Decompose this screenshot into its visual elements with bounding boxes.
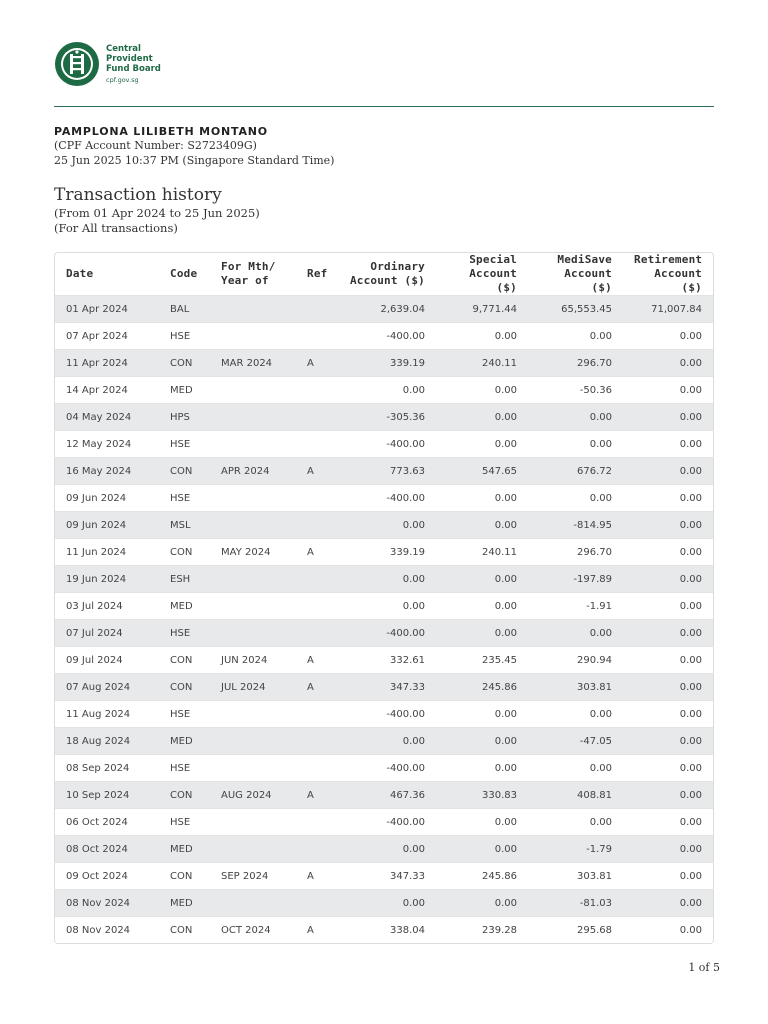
cell-retirement-account: 0.00 <box>623 431 713 458</box>
cell-medisave-account: 290.94 <box>528 647 623 674</box>
cell-for-month-year <box>210 755 296 782</box>
column-header-ordinary-account <box>334 253 436 296</box>
cell-for-month-year <box>210 485 296 512</box>
cell-special-account: 547.65 <box>436 458 528 485</box>
cell-for-month-year <box>210 593 296 620</box>
cell-code: MED <box>159 836 210 863</box>
cell-special-account: 0.00 <box>436 755 528 782</box>
column-header-line: For Mth/ <box>221 260 276 273</box>
cell-special-account: 0.00 <box>436 512 528 539</box>
cell-retirement-account: 0.00 <box>623 701 713 728</box>
cell-medisave-account: 676.72 <box>528 458 623 485</box>
cell-date: 08 Oct 2024 <box>55 836 159 863</box>
cell-ref <box>296 485 334 512</box>
cell-code: MED <box>159 728 210 755</box>
cell-medisave-account: -814.95 <box>528 512 623 539</box>
column-header-date <box>55 253 159 296</box>
cell-ref: A <box>296 863 334 890</box>
cell-ordinary-account: -400.00 <box>334 323 436 350</box>
table-row <box>55 674 713 701</box>
cell-special-account: 0.00 <box>436 890 528 917</box>
cell-ref <box>296 836 334 863</box>
cell-retirement-account: 0.00 <box>623 917 713 944</box>
cell-medisave-account: 0.00 <box>528 431 623 458</box>
cell-code: CON <box>159 458 210 485</box>
cell-special-account: 240.11 <box>436 539 528 566</box>
cell-for-month-year: OCT 2024 <box>210 917 296 944</box>
table-row <box>55 431 713 458</box>
column-header-retirement-account <box>623 253 713 296</box>
cell-special-account: 0.00 <box>436 485 528 512</box>
cell-for-month-year <box>210 728 296 755</box>
cell-ref <box>296 377 334 404</box>
cell-medisave-account: 0.00 <box>528 323 623 350</box>
cell-medisave-account: 0.00 <box>528 755 623 782</box>
cpf-logo <box>54 41 161 87</box>
cell-retirement-account: 0.00 <box>623 890 713 917</box>
cell-for-month-year <box>210 701 296 728</box>
cell-medisave-account: -1.79 <box>528 836 623 863</box>
table-header-row <box>55 253 713 296</box>
table-row <box>55 323 713 350</box>
cell-retirement-account: 71,007.84 <box>623 296 713 323</box>
cell-date: 09 Jun 2024 <box>55 485 159 512</box>
column-header-line: Date <box>66 267 94 280</box>
cell-retirement-account: 0.00 <box>623 458 713 485</box>
cell-special-account: 0.00 <box>436 377 528 404</box>
cell-ordinary-account: 339.19 <box>334 350 436 377</box>
cell-code: HSE <box>159 809 210 836</box>
cell-retirement-account: 0.00 <box>623 863 713 890</box>
cell-special-account: 245.86 <box>436 863 528 890</box>
cell-special-account: 9,771.44 <box>436 296 528 323</box>
cell-ref: A <box>296 917 334 944</box>
cell-date: 19 Jun 2024 <box>55 566 159 593</box>
logo-line-2: Provident <box>106 53 153 64</box>
cell-special-account: 0.00 <box>436 620 528 647</box>
cell-retirement-account: 0.00 <box>623 566 713 593</box>
account-holder-block <box>54 125 334 168</box>
table-row <box>55 728 713 755</box>
cell-retirement-account: 0.00 <box>623 593 713 620</box>
table-row <box>55 917 713 944</box>
cell-code: MED <box>159 593 210 620</box>
cell-special-account: 0.00 <box>436 593 528 620</box>
cell-ordinary-account: 0.00 <box>334 377 436 404</box>
cell-date: 06 Oct 2024 <box>55 809 159 836</box>
cell-medisave-account: -50.36 <box>528 377 623 404</box>
cell-code: HSE <box>159 485 210 512</box>
cell-medisave-account: 0.00 <box>528 485 623 512</box>
cell-medisave-account: 65,553.45 <box>528 296 623 323</box>
cell-date: 12 May 2024 <box>55 431 159 458</box>
cell-medisave-account: -47.05 <box>528 728 623 755</box>
cell-code: HSE <box>159 701 210 728</box>
cell-ref <box>296 431 334 458</box>
cell-retirement-account: 0.00 <box>623 728 713 755</box>
cell-code: BAL <box>159 296 210 323</box>
cell-retirement-account: 0.00 <box>623 350 713 377</box>
cell-retirement-account: 0.00 <box>623 539 713 566</box>
cell-ordinary-account: 347.33 <box>334 863 436 890</box>
page-title: Transaction history <box>54 185 222 205</box>
cell-date: 09 Oct 2024 <box>55 863 159 890</box>
cell-date: 11 Jun 2024 <box>55 539 159 566</box>
table-row <box>55 647 713 674</box>
cell-for-month-year <box>210 296 296 323</box>
cell-medisave-account: -81.03 <box>528 890 623 917</box>
cell-ordinary-account: 0.00 <box>334 593 436 620</box>
cell-ordinary-account: 0.00 <box>334 728 436 755</box>
cell-code: ESH <box>159 566 210 593</box>
cell-for-month-year <box>210 404 296 431</box>
cell-special-account: 245.86 <box>436 674 528 701</box>
cell-ref <box>296 404 334 431</box>
cell-special-account: 239.28 <box>436 917 528 944</box>
table-row <box>55 512 713 539</box>
page-number: 1 of 5 <box>688 961 720 974</box>
cell-code: MED <box>159 377 210 404</box>
cell-for-month-year <box>210 809 296 836</box>
cell-medisave-account: 0.00 <box>528 620 623 647</box>
table-row <box>55 863 713 890</box>
cell-date: 09 Jul 2024 <box>55 647 159 674</box>
cell-ordinary-account: 0.00 <box>334 512 436 539</box>
cell-retirement-account: 0.00 <box>623 377 713 404</box>
cell-date: 10 Sep 2024 <box>55 782 159 809</box>
cell-code: CON <box>159 674 210 701</box>
cell-special-account: 0.00 <box>436 836 528 863</box>
cell-special-account: 235.45 <box>436 647 528 674</box>
cell-medisave-account: -1.91 <box>528 593 623 620</box>
cell-for-month-year <box>210 890 296 917</box>
cell-ordinary-account: 338.04 <box>334 917 436 944</box>
cell-special-account: 0.00 <box>436 809 528 836</box>
column-header-for-month-year <box>210 253 296 296</box>
column-header-line: Retirement <box>634 253 703 266</box>
cell-code: MSL <box>159 512 210 539</box>
cell-special-account: 0.00 <box>436 323 528 350</box>
cell-ref <box>296 755 334 782</box>
column-header-line: Account ($) <box>349 274 425 287</box>
holder-name: PAMPLONA LILIBETH MONTANO <box>54 125 268 138</box>
cell-ref <box>296 296 334 323</box>
cell-medisave-account: 303.81 <box>528 674 623 701</box>
cell-ref <box>296 593 334 620</box>
cell-medisave-account: 0.00 <box>528 809 623 836</box>
cell-ordinary-account: -400.00 <box>334 485 436 512</box>
cpf-seal-icon <box>54 41 100 87</box>
cell-special-account: 0.00 <box>436 566 528 593</box>
cell-for-month-year: AUG 2024 <box>210 782 296 809</box>
cell-date: 09 Jun 2024 <box>55 512 159 539</box>
cell-for-month-year: MAY 2024 <box>210 539 296 566</box>
transaction-filter: (For All transactions) <box>54 221 178 235</box>
cell-date: 03 Jul 2024 <box>55 593 159 620</box>
cell-for-month-year <box>210 377 296 404</box>
cell-date: 08 Sep 2024 <box>55 755 159 782</box>
column-header-code <box>159 253 210 296</box>
logo-url: cpf.gov.sg <box>106 75 139 84</box>
cell-retirement-account: 0.00 <box>623 323 713 350</box>
table-row <box>55 539 713 566</box>
cell-ordinary-account: 339.19 <box>334 539 436 566</box>
cell-code: HSE <box>159 755 210 782</box>
table-row <box>55 593 713 620</box>
cell-for-month-year <box>210 620 296 647</box>
generated-timestamp: 25 Jun 2025 10:37 PM (Singapore Standard Time) <box>54 153 335 167</box>
cell-for-month-year: APR 2024 <box>210 458 296 485</box>
cell-date: 18 Aug 2024 <box>55 728 159 755</box>
cell-retirement-account: 0.00 <box>623 836 713 863</box>
cell-date: 11 Apr 2024 <box>55 350 159 377</box>
column-header-line: Year of <box>221 274 269 287</box>
cell-date: 07 Aug 2024 <box>55 674 159 701</box>
cell-ordinary-account: -400.00 <box>334 755 436 782</box>
transaction-table <box>55 253 713 943</box>
cell-date: 14 Apr 2024 <box>55 377 159 404</box>
cell-ref: A <box>296 647 334 674</box>
table-row <box>55 350 713 377</box>
cell-code: HSE <box>159 431 210 458</box>
table-row <box>55 296 713 323</box>
cell-ordinary-account: 773.63 <box>334 458 436 485</box>
logo-line-1: Central <box>106 43 141 54</box>
cell-ordinary-account: -400.00 <box>334 809 436 836</box>
header-divider <box>54 106 714 107</box>
column-header-line: Special <box>469 253 517 266</box>
cell-date: 08 Nov 2024 <box>55 890 159 917</box>
cell-for-month-year <box>210 512 296 539</box>
cell-for-month-year <box>210 431 296 458</box>
cell-medisave-account: -197.89 <box>528 566 623 593</box>
cell-code: CON <box>159 782 210 809</box>
date-range: (From 01 Apr 2024 to 25 Jun 2025) <box>54 206 260 220</box>
cell-ref <box>296 728 334 755</box>
cell-medisave-account: 295.68 <box>528 917 623 944</box>
cell-date: 07 Apr 2024 <box>55 323 159 350</box>
cell-code: CON <box>159 539 210 566</box>
cell-special-account: 330.83 <box>436 782 528 809</box>
cell-ordinary-account: 0.00 <box>334 836 436 863</box>
cell-for-month-year <box>210 566 296 593</box>
cell-ref <box>296 620 334 647</box>
cell-ref: A <box>296 539 334 566</box>
cell-for-month-year: SEP 2024 <box>210 863 296 890</box>
table-row <box>55 782 713 809</box>
cell-code: CON <box>159 350 210 377</box>
cell-ordinary-account: -400.00 <box>334 431 436 458</box>
account-number: (CPF Account Number: S2723409G) <box>54 139 257 152</box>
cell-date: 01 Apr 2024 <box>55 296 159 323</box>
cell-medisave-account: 0.00 <box>528 404 623 431</box>
cell-code: HPS <box>159 404 210 431</box>
cell-date: 07 Jul 2024 <box>55 620 159 647</box>
cell-ordinary-account: 332.61 <box>334 647 436 674</box>
cell-retirement-account: 0.00 <box>623 620 713 647</box>
cell-ordinary-account: -305.36 <box>334 404 436 431</box>
cell-for-month-year <box>210 323 296 350</box>
table-row <box>55 620 713 647</box>
cell-date: 04 May 2024 <box>55 404 159 431</box>
cell-special-account: 0.00 <box>436 701 528 728</box>
column-header-special-account <box>436 253 528 296</box>
cell-ordinary-account: 2,639.04 <box>334 296 436 323</box>
column-header-line: MediSave <box>557 253 612 266</box>
cell-date: 11 Aug 2024 <box>55 701 159 728</box>
table-row <box>55 890 713 917</box>
cell-code: CON <box>159 647 210 674</box>
column-header-line: Code <box>170 267 198 280</box>
cell-medisave-account: 408.81 <box>528 782 623 809</box>
cell-for-month-year: JUN 2024 <box>210 647 296 674</box>
column-header-ref <box>296 253 334 296</box>
cell-code: HSE <box>159 323 210 350</box>
table-row <box>55 404 713 431</box>
cell-medisave-account: 296.70 <box>528 350 623 377</box>
column-header-line: Account ($) <box>564 267 612 294</box>
cell-code: CON <box>159 863 210 890</box>
cell-special-account: 240.11 <box>436 350 528 377</box>
cell-ref <box>296 323 334 350</box>
cell-retirement-account: 0.00 <box>623 512 713 539</box>
cell-retirement-account: 0.00 <box>623 674 713 701</box>
cell-code: CON <box>159 917 210 944</box>
table-row <box>55 566 713 593</box>
transaction-table-container <box>54 252 714 944</box>
cell-ordinary-account: -400.00 <box>334 701 436 728</box>
column-header-line: Account ($) <box>469 267 517 294</box>
cell-retirement-account: 0.00 <box>623 755 713 782</box>
table-row <box>55 458 713 485</box>
cell-retirement-account: 0.00 <box>623 647 713 674</box>
cell-special-account: 0.00 <box>436 404 528 431</box>
cell-code: HSE <box>159 620 210 647</box>
column-header-line: Account ($) <box>654 267 702 294</box>
table-row <box>55 485 713 512</box>
cell-ref <box>296 566 334 593</box>
cell-retirement-account: 0.00 <box>623 485 713 512</box>
cell-ref: A <box>296 458 334 485</box>
column-header-medisave-account <box>528 253 623 296</box>
cell-ref <box>296 512 334 539</box>
table-row <box>55 701 713 728</box>
cell-for-month-year: MAR 2024 <box>210 350 296 377</box>
cell-ref: A <box>296 782 334 809</box>
cell-ref: A <box>296 350 334 377</box>
cell-ordinary-account: -400.00 <box>334 620 436 647</box>
cell-ordinary-account: 467.36 <box>334 782 436 809</box>
cell-retirement-account: 0.00 <box>623 809 713 836</box>
cell-for-month-year: JUL 2024 <box>210 674 296 701</box>
table-body <box>55 296 713 944</box>
table-row <box>55 377 713 404</box>
logo-line-3: Fund Board <box>106 63 161 74</box>
cell-date: 08 Nov 2024 <box>55 917 159 944</box>
table-row <box>55 809 713 836</box>
cell-medisave-account: 303.81 <box>528 863 623 890</box>
cell-retirement-account: 0.00 <box>623 782 713 809</box>
table-row <box>55 836 713 863</box>
cell-retirement-account: 0.00 <box>623 404 713 431</box>
cell-for-month-year <box>210 836 296 863</box>
cell-ordinary-account: 0.00 <box>334 890 436 917</box>
cell-ref <box>296 809 334 836</box>
cell-special-account: 0.00 <box>436 431 528 458</box>
cell-ref <box>296 701 334 728</box>
cell-ref: A <box>296 674 334 701</box>
table-row <box>55 755 713 782</box>
cell-special-account: 0.00 <box>436 728 528 755</box>
column-header-line: Ref <box>307 267 328 280</box>
cell-code: MED <box>159 890 210 917</box>
cell-ordinary-account: 347.33 <box>334 674 436 701</box>
cell-ordinary-account: 0.00 <box>334 566 436 593</box>
column-header-line: Ordinary <box>370 260 425 273</box>
cell-medisave-account: 0.00 <box>528 701 623 728</box>
cell-medisave-account: 296.70 <box>528 539 623 566</box>
cell-date: 16 May 2024 <box>55 458 159 485</box>
cell-ref <box>296 890 334 917</box>
history-heading-block <box>54 184 260 236</box>
